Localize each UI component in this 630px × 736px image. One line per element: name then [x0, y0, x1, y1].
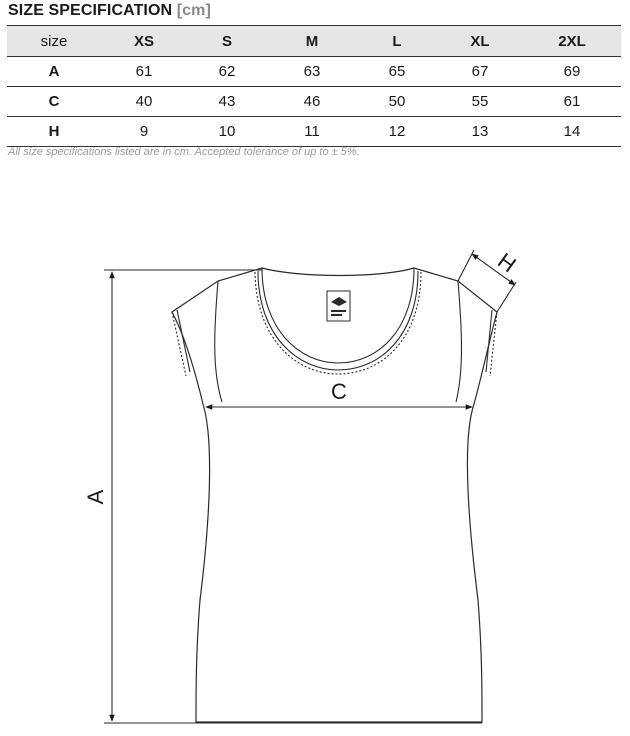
table-cell: 40: [101, 87, 187, 117]
size-header-cell: M: [267, 26, 357, 57]
title-unit: [cm]: [176, 2, 211, 19]
row-label: C: [7, 87, 101, 117]
tolerance-note: All size specifications listed are in cm. Accepted tolerance of up to ± 5%.: [8, 146, 360, 158]
size-header-cell: 2XL: [523, 26, 621, 57]
table-cell: 67: [437, 57, 523, 87]
size-header-cell: XS: [101, 26, 187, 57]
table-cell: 11: [267, 117, 357, 147]
table-cell: 46: [267, 87, 357, 117]
table-cell: 43: [187, 87, 267, 117]
table-cell: 69: [523, 57, 621, 87]
table-cell: 61: [101, 57, 187, 87]
dimension-a-label: A: [82, 489, 108, 505]
title-text: SIZE SPECIFICATION: [8, 2, 173, 19]
table-cell: 55: [437, 87, 523, 117]
size-header-cell: S: [187, 26, 267, 57]
table-cell: 14: [523, 117, 621, 147]
table-cell: 62: [187, 57, 267, 87]
row-label: A: [7, 57, 101, 87]
size-header-cell: XL: [437, 26, 523, 57]
tshirt-outline: [172, 268, 497, 722]
table-cell: 50: [357, 87, 437, 117]
brand-tag-icon: [327, 291, 350, 321]
size-header-label: size: [7, 26, 101, 57]
size-header-cell: L: [357, 26, 437, 57]
row-label: H: [7, 117, 101, 147]
table-cell: 10: [187, 117, 267, 147]
table-cell: 13: [437, 117, 523, 147]
table-cell: 12: [357, 117, 437, 147]
table-cell: 61: [523, 87, 621, 117]
table-cell: 63: [267, 57, 357, 87]
dimension-h-label: H: [493, 247, 521, 278]
table-cell: 9: [101, 117, 187, 147]
table-cell: 65: [357, 57, 437, 87]
dimension-c-label: C: [331, 378, 347, 404]
